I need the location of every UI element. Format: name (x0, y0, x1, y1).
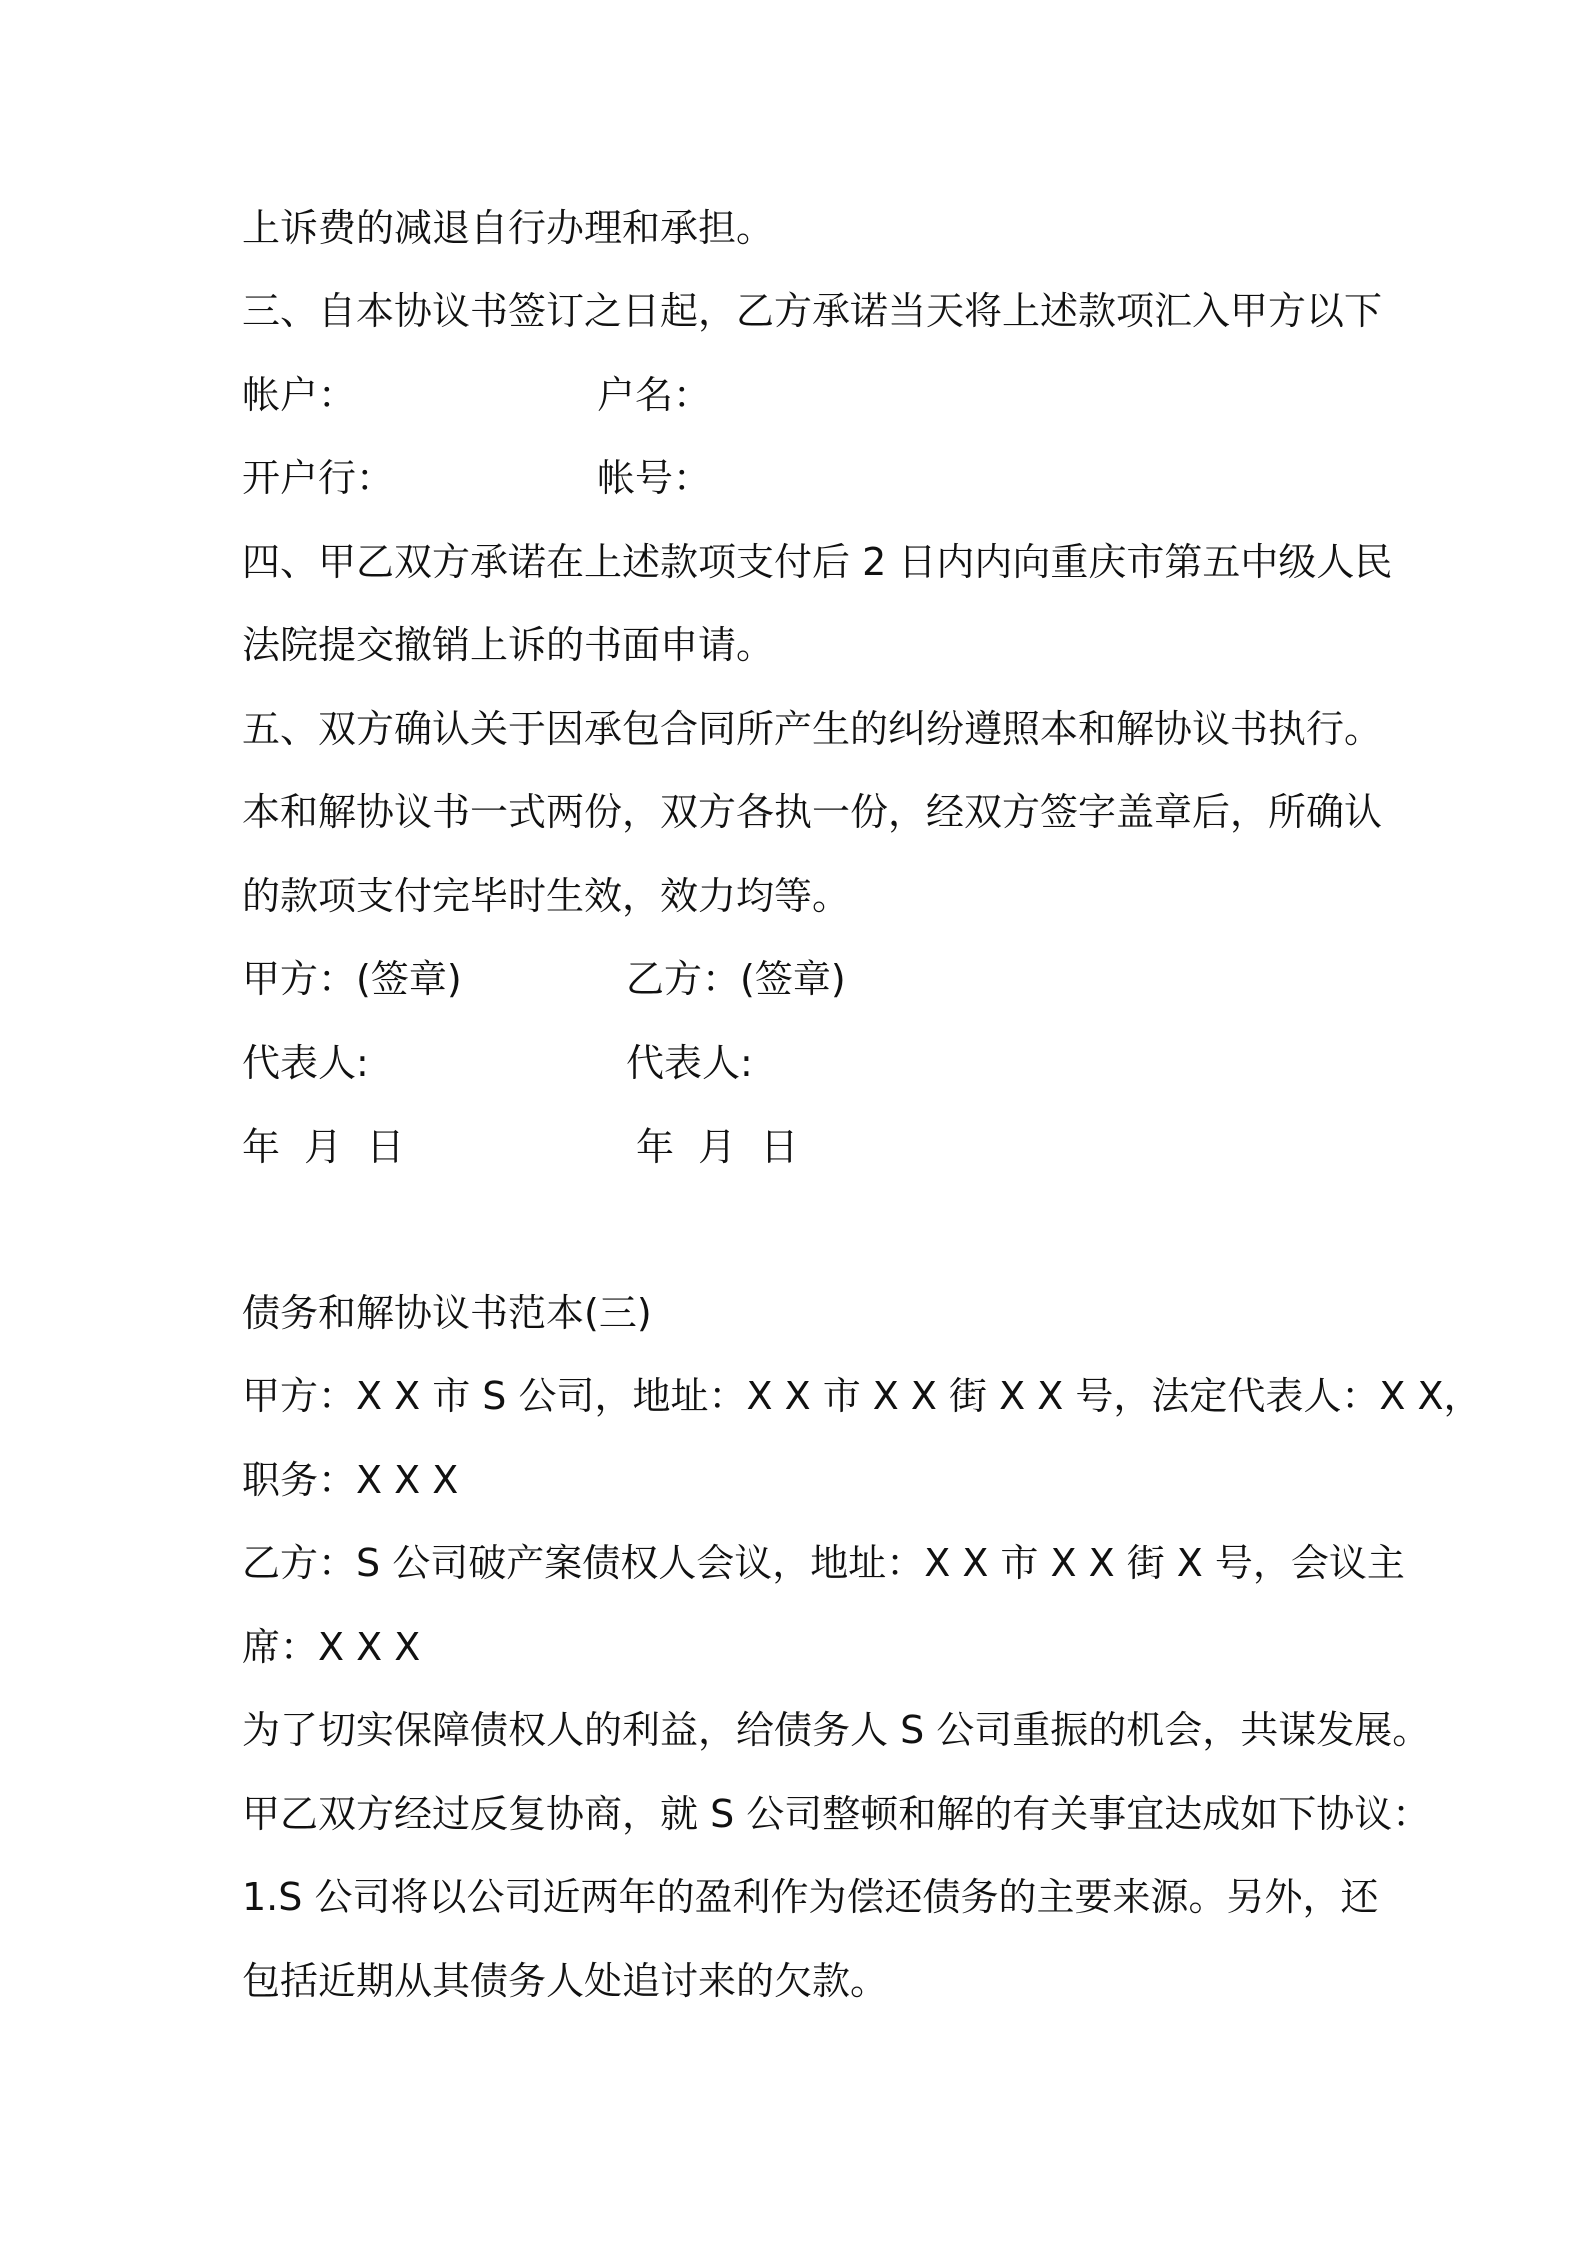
party-a-signature: 甲方：(签章) (242, 957, 462, 1001)
paragraph-line: 1.S 公司将以公司近两年的盈利作为偿还债务的主要来源。另外，还 (242, 1875, 1379, 1919)
party-b-representative: 代表人: (626, 1041, 753, 1085)
party-b-date: 年 月 日 (636, 1125, 799, 1169)
paragraph-line: 法院提交撤销上诉的书面申请。 (242, 623, 775, 667)
paragraph-line: 职务：X X X (242, 1458, 459, 1502)
account-name-label: 户名： (597, 373, 712, 417)
paragraph-line: 甲方：X X 市 S 公司，地址：X X 市 X X 街 X X 号，法定代表人：X X， (242, 1374, 1482, 1418)
paragraph-line: 五、双方确认关于因承包合同所产生的纠纷遵照本和解协议书执行。 (242, 707, 1383, 751)
paragraph-line: 四、甲乙双方承诺在上述款项支付后 2 日内内向重庆市第五中级人民 (242, 540, 1393, 584)
paragraph-line: 本和解协议书一式两份，双方各执一份，经双方签字盖章后，所确认 (242, 790, 1383, 834)
paragraph-line: 乙方：S 公司破产案债权人会议，地址：X X 市 X X 街 X 号，会议主 (242, 1541, 1405, 1585)
paragraph-line: 包括近期从其债务人处追讨来的欠款。 (242, 1959, 889, 2003)
paragraph-line: 上诉费的减退自行办理和承担。 (242, 206, 775, 250)
paragraph-line: 甲乙双方经过反复协商，就 S 公司整顿和解的有关事宜达成如下协议： (242, 1792, 1431, 1836)
party-a-representative: 代表人: (242, 1041, 369, 1085)
paragraph-line: 三、自本协议书签订之日起，乙方承诺当天将上述款项汇入甲方以下 (242, 289, 1383, 333)
party-a-date: 年 月 日 (242, 1125, 405, 1169)
party-b-signature: 乙方：(签章) (626, 957, 846, 1001)
section-title: 债务和解协议书范本(三) (242, 1291, 652, 1335)
bank-label: 开户行： (242, 456, 395, 500)
paragraph-line: 的款项支付完毕时生效，效力均等。 (242, 874, 851, 918)
account-label: 帐户： (242, 373, 357, 417)
account-number-label: 帐号： (597, 456, 712, 500)
paragraph-line: 席：X X X (242, 1625, 421, 1669)
paragraph-line: 为了切实保障债权人的利益，给债务人 S 公司重振的机会，共谋发展。 (242, 1708, 1431, 1752)
